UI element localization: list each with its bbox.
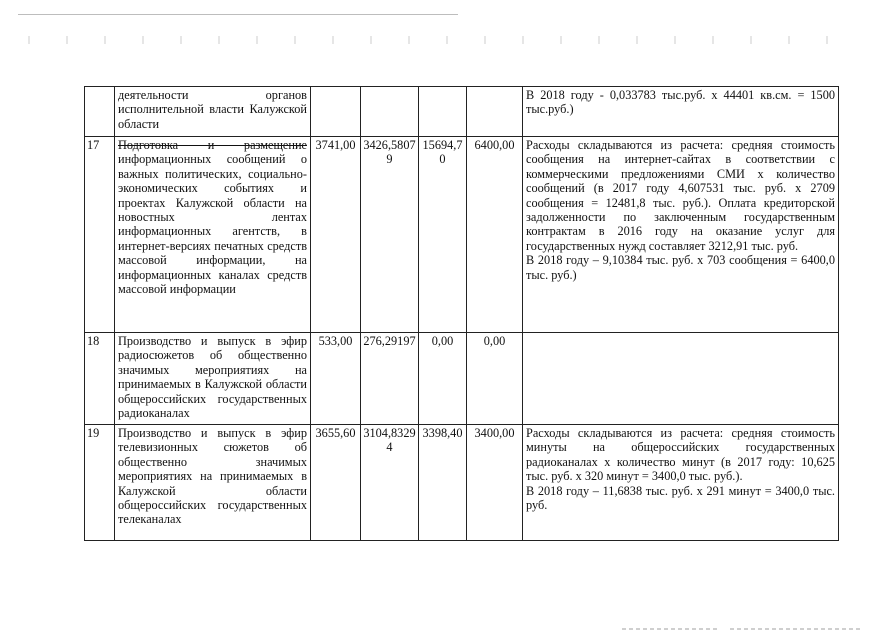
- value-col-4: 0,00: [467, 333, 523, 425]
- value-col-1: [311, 87, 361, 137]
- table-row-18: [85, 333, 839, 425]
- row-name: деятельности органов исполнительной власти Калужской области: [115, 87, 311, 137]
- description-part-2: В 2018 году – 11,6838 тыс. руб. х 291 минут = 3400,0 тыс. руб.: [526, 483, 835, 513]
- budget-table: [84, 86, 839, 541]
- row-description: [523, 333, 839, 425]
- value-col-3: [419, 87, 467, 137]
- row-number: [85, 87, 115, 137]
- description-part-2: В 2018 году – 9,10384 тыс. руб. х 703 сообщения = 6400,0 тыс. руб.): [526, 253, 835, 282]
- scan-artifact-bottom-right: [730, 628, 860, 630]
- row-name: [115, 137, 311, 333]
- scan-artifact-dots: [28, 36, 848, 44]
- table-row-17: [85, 137, 839, 333]
- row-name: Производство и выпуск в эфир радиосюжетов об общественно значимых мероприятиях на принимаемых в Калужской области общероссийских государственных радиоканалах: [115, 333, 311, 425]
- value-col-4: [467, 87, 523, 137]
- value-col-1: 533,00: [311, 333, 361, 425]
- value-col-3: 15694,70: [419, 137, 467, 333]
- description-part-1: Расходы складываются из расчета: средняя стоимость сообщения на интернет-сайтах в соответствии с коммерческими предложениями СМИ х количество сообщений (в 2017 году 4,607531 тыс. руб. х 2709 сообщения = 12481,8 тыс. руб.). Оплата кредиторской задолженности по заключенным государственным контрактам в 2016 году на оказание услуг для государственных нужд составляет 3212,91 тыс. руб.: [526, 138, 835, 253]
- row-description: [523, 137, 839, 333]
- value-col-3: 0,00: [419, 333, 467, 425]
- value-col-2: 276,29197: [361, 333, 419, 425]
- table-row-19: [85, 425, 839, 541]
- row-description: [523, 425, 839, 541]
- value-col-2: 3104,83294: [361, 425, 419, 541]
- description-part-1: Расходы складываются из расчета: средняя стоимость минуты на общероссийских государственных радиоканалах х количество минут (в 2017 году: 10,625 тыс. руб. х 320 минут = 3400,0 тыс. руб.).: [526, 426, 835, 484]
- row-name-struck: Подготовка и размещение: [118, 138, 307, 152]
- value-col-1: 3741,00: [311, 137, 361, 333]
- row-number: 18: [85, 333, 115, 425]
- value-col-1: 3655,60: [311, 425, 361, 541]
- table-row-continuation: [85, 87, 839, 137]
- row-name-rest: информационных сообщений о важных политических, социально-экономических событиях и проектах Калужской области на новостных лентах информационных агентств, в интернет-версиях печатных средств массовой информации, на информационных каналах средств массовой информации: [118, 152, 307, 297]
- value-col-2: 3426,58079: [361, 137, 419, 333]
- row-number: 19: [85, 425, 115, 541]
- row-description: В 2018 году - 0,033783 тыс.руб. х 44401 кв.см. = 1500 тыс.руб.): [523, 87, 839, 137]
- row-name: Производство и выпуск в эфир телевизионных сюжетов об общественно значимых мероприятиях на принимаемых в Калужской области общероссийских государственных телеканалах: [115, 425, 311, 541]
- value-col-3: 3398,40: [419, 425, 467, 541]
- value-col-4: 3400,00: [467, 425, 523, 541]
- row-number: 17: [85, 137, 115, 333]
- scan-artifact-bottom-left: [622, 628, 718, 630]
- value-col-4: 6400,00: [467, 137, 523, 333]
- value-col-2: [361, 87, 419, 137]
- scan-artifact-line: [18, 14, 458, 15]
